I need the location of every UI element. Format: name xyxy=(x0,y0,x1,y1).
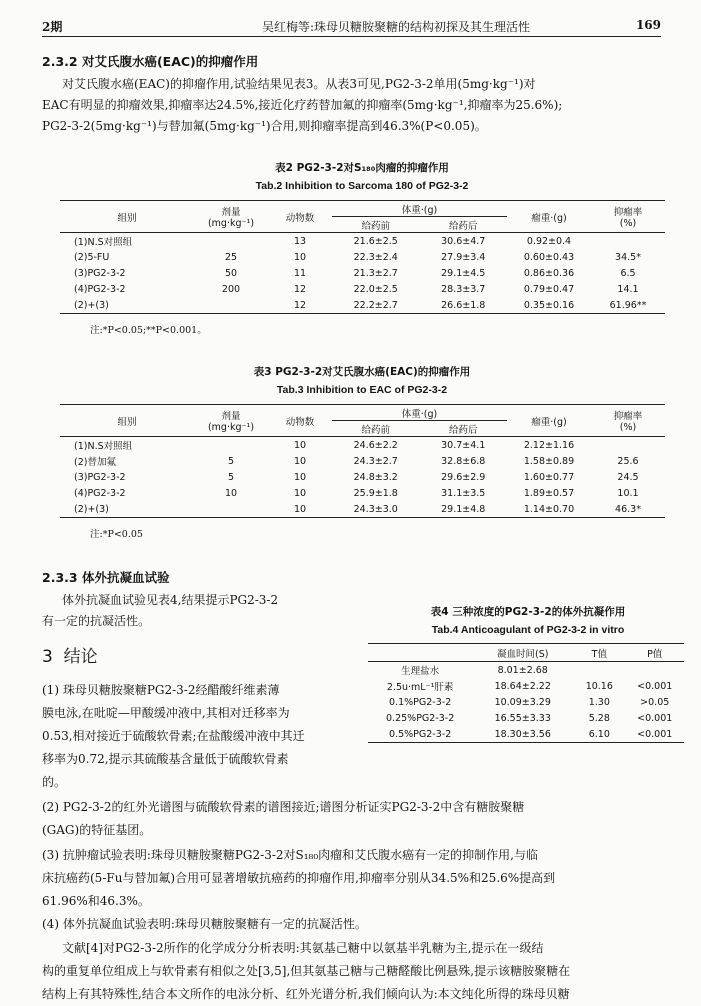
paragraph-line: 61.96%和46.3%。 xyxy=(42,894,150,908)
table-row: (2)+(3) 10 24.3±3.0 29.1±4.8 1.14±0.70 46.3* xyxy=(60,501,665,518)
table2-note: 注:*P<0.05;**P<0.001。 xyxy=(90,325,207,336)
table-row: (3)PG2-3-2 50 11 21.3±2.7 29.1±4.5 0.86±0.36 6.5 xyxy=(74,267,636,279)
table3-caption-cn: 表3 PG2-3-2对艾氏腹水癌(EAC)的抑瘤作用 xyxy=(253,366,471,378)
paragraph-line: (1) 珠母贝糖胺聚糖PG2-3-2经醋酸纤维素薄 xyxy=(42,683,280,697)
paragraph-line: 0.53,相对接近于硫酸软骨素;在盐酸缓冲液中其迁 xyxy=(42,729,305,743)
paragraph-line: 文献[4]对PG2-3-2所作的化学成分分析表明:其氨基己糖中以氨基半乳糖为主,提示在一级结 xyxy=(62,941,544,955)
col-header-rate: 抑瘤率 (%) xyxy=(591,201,665,233)
col-header-rate: 抑瘤率 (%) xyxy=(591,405,665,437)
table3 xyxy=(60,404,665,518)
paragraph-line: (4) 体外抗凝血试验表明:珠母贝糖胺聚糖有一定的抗凝活性。 xyxy=(42,917,367,931)
paragraph-line: 有一定的抗凝活性。 xyxy=(42,614,151,628)
paragraph-line: (2) PG2-3-2的红外光谱图与硫酸软骨素的谱图接近;谱图分析证实PG2-3-2中含有糖胺聚糖 xyxy=(42,800,525,814)
table-row: (1)N.S对照组 10 24.6±2.2 30.7±4.1 2.12±1.16 xyxy=(74,439,575,452)
paragraph-line: 床抗癌药(5-Fu与替加氟)合用可显著增敏抗癌药的抑瘤作用,抑瘤率分别从34.5%和25.6%提高到 xyxy=(42,871,556,885)
paragraph-line: 的。 xyxy=(42,775,67,789)
col-header-group: 组别 xyxy=(60,201,194,233)
table-row: 0.1%PG2-3-2 10.09±3.29 1.30 >0.05 xyxy=(389,696,670,708)
table4 xyxy=(368,643,684,743)
paragraph-line: 体外抗凝血试验见表4,结果提示PG2-3-2 xyxy=(62,593,279,607)
section-heading-2-3-3: 2.3.3 体外抗凝血试验 xyxy=(42,570,170,585)
table-row: 生理盐水 8.01±2.68 xyxy=(401,664,548,677)
running-header xyxy=(42,12,661,37)
col-header-animals: 动物数 xyxy=(268,201,332,233)
col-header-time: 凝血时间(S) xyxy=(472,644,573,662)
table-row: 0.25%PG2-3-2 16.55±3.33 5.28 <0.001 xyxy=(386,712,673,724)
col-header-tumor: 瘤重·(g) xyxy=(507,405,591,437)
col-header-weight: 体重·(g) xyxy=(332,405,507,421)
section-number: 3 xyxy=(42,647,53,667)
paragraph-line: (3) 抗肿瘤试验表明:珠母贝糖胺聚糖PG2-3-2对S₁₈₀肉瘤和艾氏腹水癌有一定的抑制作用,与临 xyxy=(42,848,538,862)
col-header-dose: 剂量 (mg·kg⁻¹) xyxy=(194,201,268,233)
paragraph-line: PG2-3-2(5mg·kg⁻¹)与替加氟(5mg·kg⁻¹)合用,则抑瘤率提高到46.3%(P<0.05)。 xyxy=(42,119,487,133)
table3-caption-en: Tab.3 Inhibition to EAC of PG2-3-2 xyxy=(276,384,448,396)
running-title: 吴红梅等:珠母贝糖胺聚糖的结构初探及其生理活性 xyxy=(262,20,531,34)
col-header-blank xyxy=(368,644,472,662)
paragraph-line: (GAG)的特征基团。 xyxy=(42,823,152,837)
col-header-p: P值 xyxy=(625,644,684,662)
table4-caption-en: Tab.4 Anticoagulant of PG2-3-2 in vitro xyxy=(431,624,625,636)
table-row: (2)替加氟 5 10 24.3±2.7 32.8±6.8 1.58±0.89 25.6 xyxy=(74,455,639,468)
col-header-weight: 体重·(g) xyxy=(332,201,507,217)
paragraph-line: 膜电泳,在吡啶—甲酸缓冲液中,其相对迁移率为 xyxy=(42,706,290,720)
table-row: 0.5%PG2-3-2 18.30±3.56 6.10 <0.001 xyxy=(368,726,684,743)
col-header-after: 给药后 xyxy=(420,217,508,233)
table-row: (2)5-FU 25 10 22.3±2.4 27.9±3.4 0.60±0.43 34.5* xyxy=(74,251,641,263)
col-header-after: 给药后 xyxy=(420,421,508,437)
paragraph-line: 结构上有其特殊性,结合本文所作的电泳分析、红外光谱分析,我们倾向认为:本文纯化所得的珠母贝糖 xyxy=(42,987,570,1001)
section-heading-3 xyxy=(42,642,98,667)
table-row: (4)PG2-3-2 10 10 25.9±1.8 31.1±3.5 1.89±0.57 10.1 xyxy=(74,487,639,499)
col-header-before: 给药前 xyxy=(332,217,420,233)
paragraph-line: 移率为0.72,提示其硫酸基含量低于硫酸软骨素 xyxy=(42,752,289,766)
table-row: (1)N.S对照组 13 21.6±2.5 30.6±4.7 0.92±0.4 xyxy=(74,235,572,248)
issue-number: 2期 xyxy=(42,20,63,34)
table-row: (2)+(3) 12 22.2±2.7 26.6±1.8 0.35±0.16 61.96** xyxy=(60,297,665,314)
table2-caption-cn: 表2 PG2-3-2对S₁₈₀肉瘤的抑瘤作用 xyxy=(275,162,449,174)
paragraph-line: 对艾氏腹水癌(EAC)的抑瘤作用,试验结果见表3。从表3可见,PG2-3-2单用(5mg·kg⁻¹)对 xyxy=(62,77,536,91)
table2-caption-en: Tab.2 Inhibition to Sarcoma 180 of PG2-3-2 xyxy=(255,180,469,192)
table3-note: 注:*P<0.05 xyxy=(90,529,143,540)
col-header-tumor: 瘤重·(g) xyxy=(507,201,591,233)
table2 xyxy=(60,200,665,314)
section-heading-2-3-2: 2.3.2 对艾氏腹水癌(EAC)的抑瘤作用 xyxy=(42,54,259,69)
table4-caption-cn: 表4 三种浓度的PG2-3-2的体外抗凝作用 xyxy=(430,606,626,618)
paragraph-line: 构的重复单位组成上与软骨素有相似之处[3,5],但其氨基己糖与己糖醛酸比例悬殊,提示该糖胺聚糖在 xyxy=(42,964,571,978)
section-title: 结论 xyxy=(63,647,98,667)
col-header-before: 给药前 xyxy=(332,421,420,437)
table-row: 2.5u·mL⁻¹肝素 18.64±2.22 10.16 <0.001 xyxy=(386,680,673,693)
table-row: (4)PG2-3-2 200 12 22.0±2.5 28.3±3.7 0.79±0.47 14.1 xyxy=(74,283,639,295)
paragraph-line: EAC有明显的抑瘤效果,抑瘤率达24.5%,接近化疗药替加氟的抑瘤率(5mg·kg⁻¹,抑瘤率为25.6%); xyxy=(42,98,563,112)
table-row: (3)PG2-3-2 5 10 24.8±3.2 29.6±2.9 1.60±0.77 24.5 xyxy=(74,471,639,483)
col-header-animals: 动物数 xyxy=(268,405,332,437)
page-number: 169 xyxy=(635,18,661,32)
col-header-t: T值 xyxy=(573,644,625,662)
col-header-dose: 剂量 (mg·kg⁻¹) xyxy=(194,405,268,437)
col-header-group: 组别 xyxy=(60,405,194,437)
